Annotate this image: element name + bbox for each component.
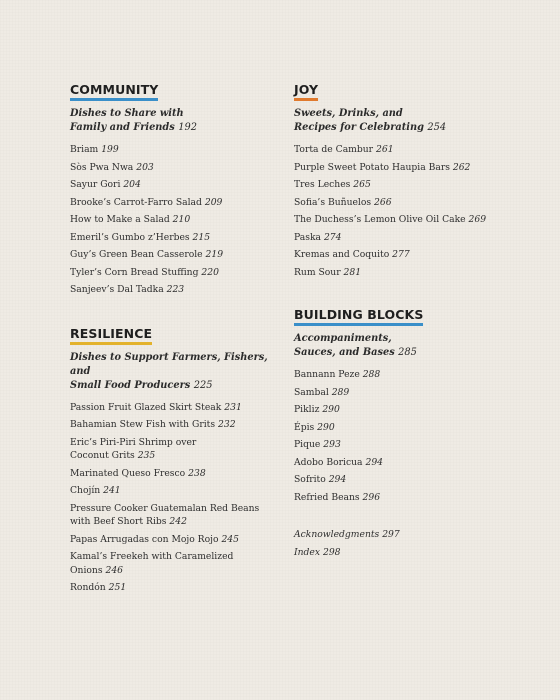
toc-entry[interactable]: How to Make a Salad 210 bbox=[70, 214, 191, 225]
subtitle-page-number: 225 bbox=[193, 379, 213, 391]
section-heading-community: COMMUNITY bbox=[70, 82, 159, 97]
toc-entry[interactable]: Sòs Pwa Nwa 203 bbox=[70, 161, 154, 173]
toc-entry[interactable]: Purple Sweet Potato Haupia Bars 262 bbox=[294, 161, 471, 173]
resilience-underline bbox=[70, 342, 152, 345]
toc-entry-acknowledgments[interactable]: Acknowledgments 297 bbox=[294, 529, 400, 540]
toc-entry[interactable]: Sanjeev’s Dal Tadka 223 bbox=[70, 284, 185, 295]
toc-entry[interactable]: Pressure Cooker Guatemalan Red Beans with Beef Short Ribs 242 bbox=[70, 502, 260, 527]
toc-entry[interactable]: Sofrito 294 bbox=[294, 474, 347, 485]
subtitle-page-number: 254 bbox=[427, 122, 447, 133]
toc-entry[interactable]: Rondón 251 bbox=[70, 582, 127, 593]
community-heading-wrap bbox=[70, 82, 158, 101]
left-column bbox=[70, 79, 280, 599]
joy-heading-wrap bbox=[294, 82, 318, 101]
right-column bbox=[294, 79, 514, 563]
section-heading-joy: JOY bbox=[294, 82, 319, 97]
section-subtitle-building-blocks: Accompaniments, Sauces, and Bases 285 bbox=[294, 333, 417, 358]
resilience-heading-wrap bbox=[70, 326, 152, 345]
toc-entry[interactable]: Rum Sour 281 bbox=[294, 266, 362, 278]
toc-entry[interactable]: Kremas and Coquito 277 bbox=[294, 249, 410, 260]
building-blocks-entries bbox=[294, 368, 514, 504]
toc-entry[interactable]: Briam 199 bbox=[70, 144, 119, 155]
toc-entry[interactable]: Pique 293 bbox=[294, 439, 341, 450]
toc-entry[interactable]: Bannann Peze 288 bbox=[294, 369, 381, 380]
toc-entry[interactable]: Bahamian Stew Fish with Grits 232 bbox=[70, 419, 236, 430]
section-heading-resilience: RESILIENCE bbox=[70, 325, 153, 341]
toc-entry[interactable]: Paska 274 bbox=[294, 231, 342, 243]
section-heading-building-blocks: BUILDING BLOCKS bbox=[294, 307, 424, 322]
section-resilience bbox=[70, 323, 280, 595]
toc-entry[interactable]: Sayur Gori 204 bbox=[70, 179, 141, 190]
toc-entry[interactable]: Kamal’s Freekeh with Caramelized Onions 246 bbox=[70, 551, 234, 576]
section-community bbox=[70, 79, 280, 297]
toc-entry[interactable]: Sofia’s Buñuelos 266 bbox=[294, 196, 392, 208]
toc-entry[interactable]: Épis 290 bbox=[294, 421, 335, 433]
subtitle-page-number: 192 bbox=[178, 122, 197, 133]
toc-entry-index[interactable]: Index 298 bbox=[294, 546, 341, 558]
joy-underline bbox=[294, 98, 318, 101]
toc-entry[interactable]: Brooke’s Carrot-Farro Salad 209 bbox=[70, 196, 223, 208]
subtitle-page-number: 285 bbox=[398, 347, 417, 358]
section-subtitle-community: Dishes to Share with Family and Friends 192 bbox=[70, 108, 197, 133]
section-joy bbox=[294, 79, 514, 279]
toc-entry[interactable]: Papas Arrugadas con Mojo Rojo 245 bbox=[70, 533, 239, 545]
back-matter bbox=[294, 528, 514, 559]
building-blocks-heading-wrap bbox=[294, 307, 423, 326]
toc-entry[interactable]: Torta de Cambur 261 bbox=[294, 144, 394, 155]
toc-entry[interactable]: Emeril’s Gumbo z’Herbes 215 bbox=[70, 231, 211, 243]
toc-entry[interactable]: Eric’s Piri-Piri Shrimp over Coconut Grits 235 bbox=[70, 436, 197, 461]
building-blocks-underline bbox=[294, 323, 423, 326]
toc-entry[interactable]: Pikliz 290 bbox=[294, 404, 340, 415]
section-subtitle-resilience: Dishes to Support Farmers, Fishers, and Small Food Producers 225 bbox=[70, 351, 268, 391]
toc-entry[interactable]: The Duchess’s Lemon Olive Oil Cake 269 bbox=[294, 214, 487, 225]
toc-entry[interactable]: Adobo Boricua 294 bbox=[294, 456, 384, 468]
joy-entries bbox=[294, 143, 514, 279]
toc-entry[interactable]: Marinated Queso Fresco 238 bbox=[70, 467, 206, 479]
toc-entry[interactable]: Sambal 289 bbox=[294, 386, 350, 398]
toc-entry[interactable]: Tyler’s Corn Bread Stuffing 220 bbox=[70, 266, 219, 278]
toc-entry[interactable]: Refried Beans 296 bbox=[294, 491, 381, 503]
resilience-entries bbox=[70, 401, 280, 595]
toc-entry[interactable]: Tres Leches 265 bbox=[294, 179, 371, 190]
section-subtitle-joy: Sweets, Drinks, and Recipes for Celebrating 254 bbox=[294, 108, 447, 133]
toc-entry[interactable]: Guy’s Green Bean Casserole 219 bbox=[70, 249, 224, 260]
community-entries bbox=[70, 143, 280, 297]
community-underline bbox=[70, 98, 158, 101]
toc-entry[interactable]: Chojín 241 bbox=[70, 485, 121, 496]
section-building-blocks bbox=[294, 304, 514, 504]
toc-entry[interactable]: Passion Fruit Glazed Skirt Steak 231 bbox=[70, 401, 242, 413]
